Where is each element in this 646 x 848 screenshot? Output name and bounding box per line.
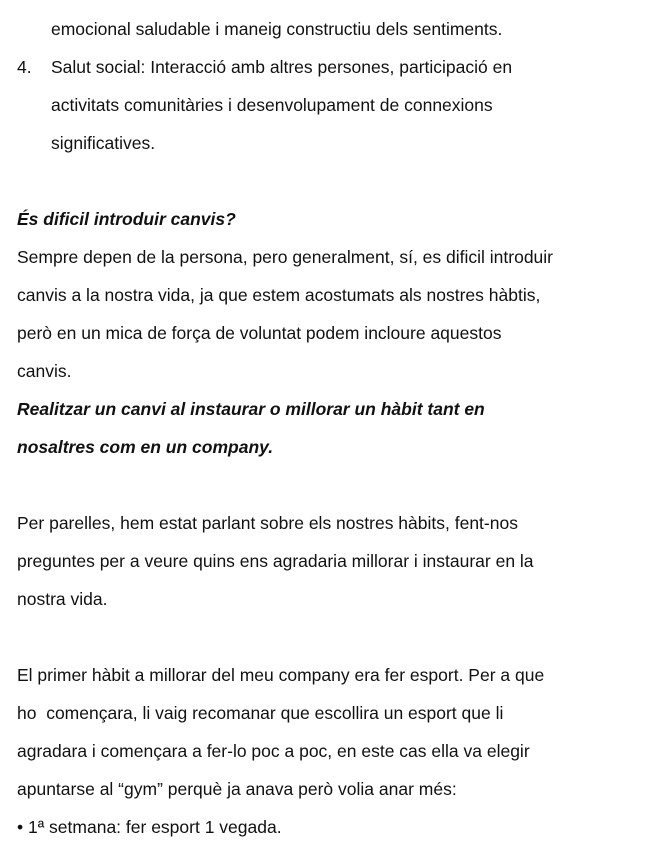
- paragraph-parelles-line-1: Per parelles, hem estat parlant sobre els nostres hàbits, fent-nos: [17, 513, 518, 533]
- list-item-3-continuation: emocional saludable i maneig constructiu dels sentiments.: [51, 19, 503, 39]
- heading-canvis: És dificil introduir canvis?: [17, 209, 236, 229]
- list-item-4-line-1: Salut social: Interacció amb altres persones, participació en: [51, 57, 513, 77]
- paragraph-habit: [17, 656, 637, 808]
- heading-realitzar-line-2: nosaltres com en un company.: [17, 437, 274, 457]
- list-item-4-line-3: significatives.: [51, 133, 156, 153]
- paragraph-habit-line-3: agradara i començara a fer-lo poc a poc, en este cas ella va elegir: [17, 741, 530, 761]
- paragraph-canvis-line-1: Sempre depen de la persona, pero generalment, sí, es dificil introduir: [17, 247, 553, 267]
- paragraph-parelles-line-3: nostra vida.: [17, 589, 108, 609]
- list-item-4: [17, 48, 637, 162]
- document-page: [17, 10, 637, 846]
- paragraph-canvis-line-3: però en un mica de força de voluntat podem incloure aquestos: [17, 323, 502, 343]
- heading-realitzar-line-1: Realitzar un canvi al instaurar o millorar un hàbit tant en: [17, 399, 485, 419]
- list-item-4-line-2: activitats comunitàries i desenvolupament de connexions: [51, 95, 493, 115]
- paragraph-canvis: [17, 238, 637, 390]
- paragraph-canvis-line-4: canvis.: [17, 361, 72, 381]
- spacer: [17, 466, 637, 504]
- heading-realitzar: [17, 390, 637, 466]
- paragraph-habit-line-1: El primer hàbit a millorar del meu company era fer esport. Per a que: [17, 665, 545, 685]
- list-item-4-number: 4.: [17, 57, 32, 77]
- paragraph-parelles-line-2: preguntes per a veure quins ens agradaria millorar i instaurar en la: [17, 551, 534, 571]
- bullet-item-week-1: • 1ª setmana: fer esport 1 vegada.: [17, 817, 282, 837]
- paragraph-parelles: [17, 504, 637, 618]
- paragraph-canvis-line-2: canvis a la nostra vida, ja que estem acostumats als nostres hàbtis,: [17, 285, 541, 305]
- paragraph-habit-line-4: apuntarse al “gym” perquè ja anava però volia anar més:: [17, 779, 457, 799]
- paragraph-habit-line-2: ho començara, li vaig recomanar que escollira un esport que li: [17, 703, 504, 723]
- spacer: [17, 618, 637, 656]
- spacer: [17, 162, 637, 200]
